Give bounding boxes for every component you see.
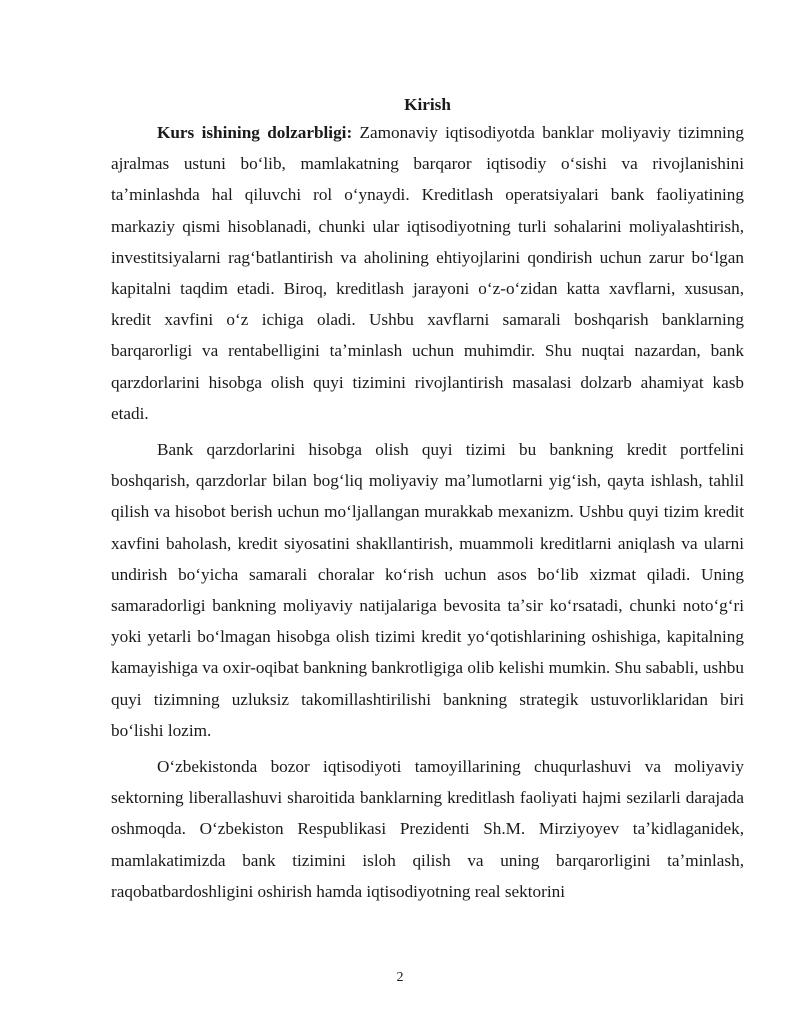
page-title: Kirish xyxy=(404,95,451,114)
paragraph-relevance xyxy=(111,117,744,429)
page-content xyxy=(111,93,744,912)
page-number: 2 xyxy=(396,970,404,985)
paragraph-text: Oʻzbekistonda bozor iqtisodiyoti tamoyillarining chuqurlashuvi va moliyaviy sektorning liberallashuvi sharoitida banklarning kreditlash faoliyati hajmi sezilarli darajada oshmoqda. Oʻzbekiston Respublikasi Prezidenti Sh.M. Mirziyoyev taʼkidlaganidek, mamlakatimizda bank tizimini isloh qilish va uning barqarorligini taʼminlash, raqobatbardoshligini oshirish hamda iqtisodiyotning real sektorini xyxy=(111,757,744,901)
paragraph-uzbekistan xyxy=(111,751,744,907)
paragraph-lead: Kurs ishining dolzarbligi: xyxy=(157,123,353,142)
paragraph-text: Bank qarzdorlarini hisobga olish quyi tizimi bu bankning kredit portfelini boshqarish, qarzdorlar bilan bogʻliq moliyaviy maʼlumotlarni yigʻish, qayta ishlash, tahlil qilish va hisobot berish uchun moʻljallangan murakkab mexanizm. Ushbu quyi tizim kredit xavfini baholash, kredit siyosatini shakllantirish, muammoli kreditlarni aniqlash va ularni undirish boʻyicha samarali choralar koʻrish uchun asos boʻlib xizmat qiladi. Uning samaradorligi bankning moliyaviy natijalariga bevosita taʼsir koʻrsatadi, chunki notoʻgʻri yoki yetarli boʻlmagan hisobga olish tizimi kredit yoʻqotishlarining oshishiga, kapitalning kamayishiga va oxir-oqibat bankning bankrotligiga olib kelishi mumkin. Shu sababli, ushbu quyi tizimning uzluksiz takomillashtirilishi bankning strategik ustuvorliklaridan biri boʻlishi lozim. xyxy=(111,440,744,740)
paragraph-text: Zamonaviy iqtisodiyotda banklar moliyaviy tizimning ajralmas ustuni boʻlib, mamlakatning barqaror iqtisodiy oʻsishi va rivojlanishini taʼminlashda hal qiluvchi rol oʻynaydi. Kreditlash operatsiyalari bank faoliyatining markaziy qismi hisoblanadi, chunki ular iqtisodiyotning turli sohalarini moliyalashtirish, investitsiyalarni ragʻbatlantirish va aholining ehtiyojlarini qondirish uchun zarur boʻlgan kapitalni taqdim etadi. Biroq, kreditlash jarayoni oʻz-oʻzidan katta xavflarni, xususan, kredit xavfini oʻz ichiga oladi. Ushbu xavflarni samarali boshqarish banklarning barqarorligi va rentabelligini taʼminlash uchun muhimdir. Shu nuqtai nazardan, bank qarzdorlarini hisobga olish quyi tizimini rivojlantirish masalasi dolzarb ahamiyat kasb etadi. xyxy=(111,123,744,423)
paragraph-subsystem xyxy=(111,434,744,746)
